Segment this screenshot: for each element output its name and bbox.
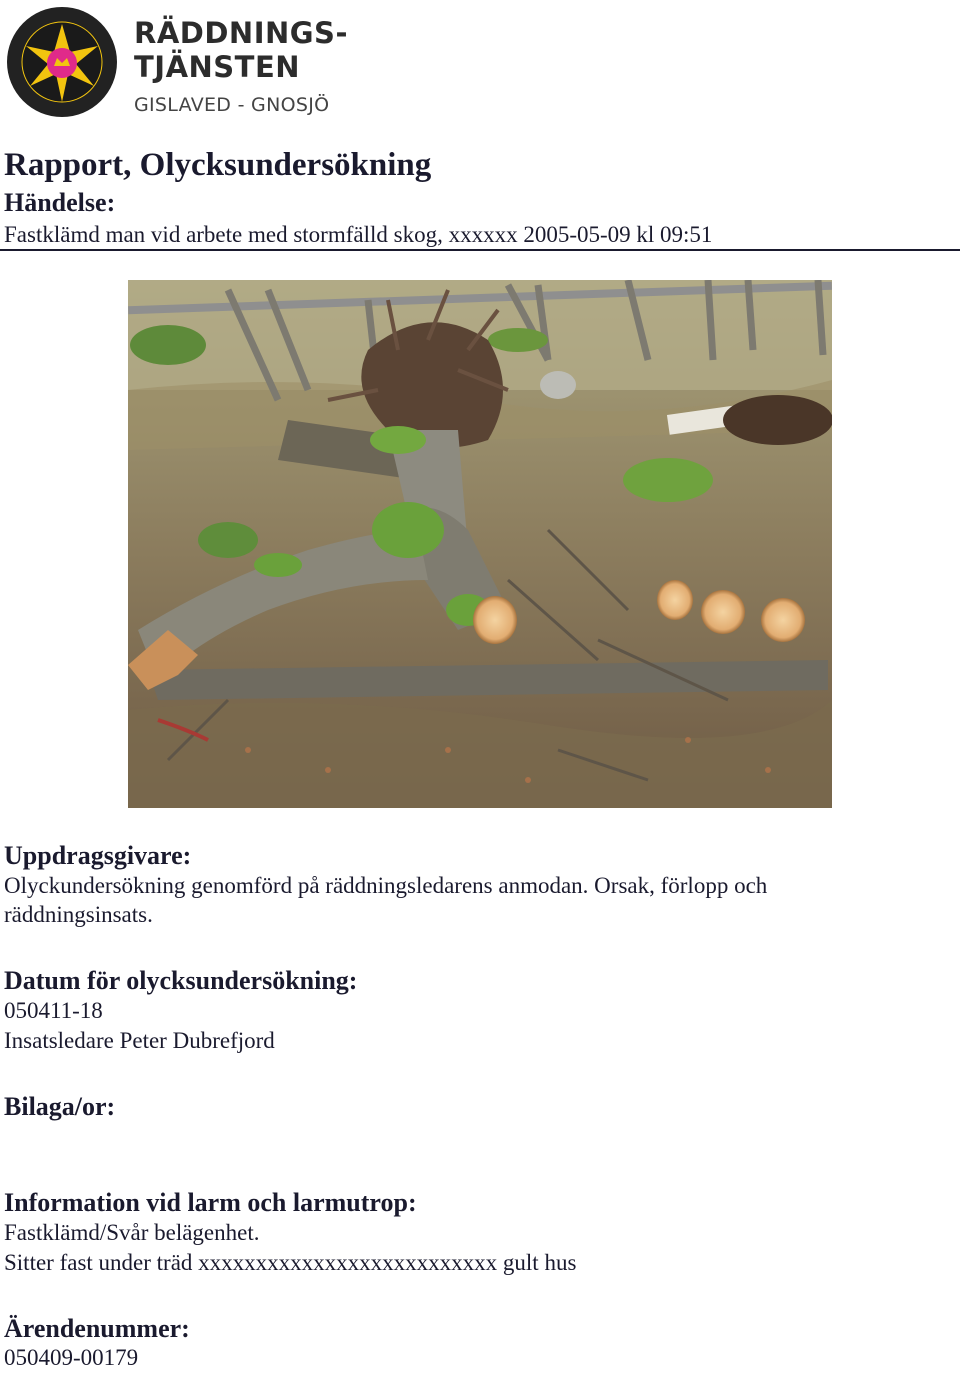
client-text-line-2: räddningsinsats. (4, 902, 153, 927)
report-title: Rapport, Olycksundersökning (4, 147, 432, 183)
fire-service-emblem-icon (4, 6, 120, 118)
alarm-info-heading: Information vid larm och larmutrop: (4, 1188, 417, 1217)
logo-wordmark (134, 16, 348, 116)
investigation-date-heading: Datum för olycksundersökning: (4, 966, 358, 995)
alarm-info-line-1: Fastklämd/Svår belägenhet. (4, 1220, 260, 1245)
incident-commander: Insatsledare Peter Dubrefjord (4, 1028, 275, 1053)
case-number-heading: Ärendenummer: (4, 1314, 190, 1343)
fallen-tree-illustration (128, 280, 832, 808)
accident-site-photo (128, 280, 832, 808)
event-heading: Händelse: (4, 188, 116, 217)
investigation-date-value: 050411-18 (4, 998, 103, 1023)
logo-line-1: RÄDDNINGS- (134, 16, 348, 50)
alarm-info-line-2: Sitter fast under träd xxxxxxxxxxxxxxxxxxxxxxxxxx gult hus (4, 1250, 577, 1275)
client-text-line-1: Olyckundersökning genomförd på räddningsledarens anmodan. Orsak, förlopp och (4, 873, 768, 898)
attachments-heading: Bilaga/or: (4, 1092, 116, 1121)
header-divider (0, 249, 960, 251)
logo (4, 6, 354, 118)
logo-line-3: GISLAVED - GNOSJÖ (134, 94, 330, 116)
client-heading: Uppdragsgivare: (4, 841, 192, 870)
case-number-value: 050409-00179 (4, 1345, 139, 1370)
logo-line-2: TJÄNSTEN (134, 50, 301, 84)
event-text: Fastklämd man vid arbete med stormfälld skog, xxxxxx 2005-05-09 kl 09:51 (4, 222, 713, 247)
